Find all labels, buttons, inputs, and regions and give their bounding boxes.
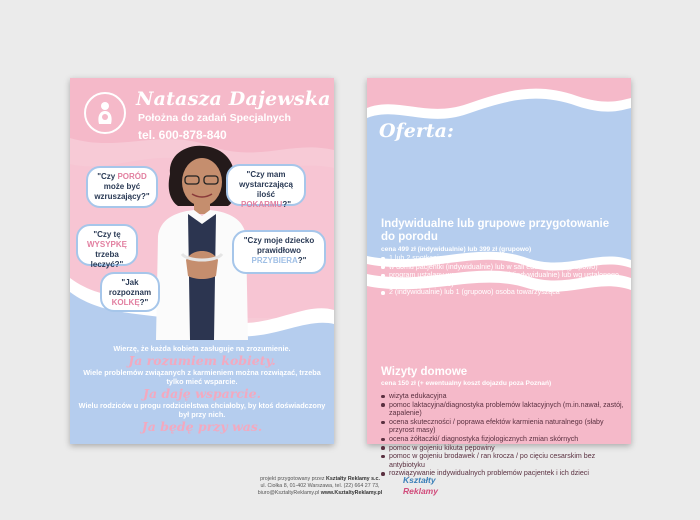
list-item: program ustalany wg potrzeb pacjentki (indywidualnie) lub wg ustalonego schematu (grupowo)	[381, 271, 625, 288]
front-script-2: Ja daję wsparcie.	[143, 386, 261, 401]
question-bubble-milk: "Czy mam wystarczającą ilość POKARMU?"	[226, 164, 306, 206]
front-text-3: Wielu rodziców u progu rodzicielstwa chciałoby, by ktoś doświadczony był przy nich.	[78, 401, 326, 419]
front-text-2: Wiele problemów związanych z karmieniem można rozwiązać, trzeba tylko mieć wsparcie.	[83, 368, 321, 386]
credit-company: Kształty Reklamy s.c.	[326, 476, 380, 482]
front-message	[76, 344, 328, 434]
list-item: pomoc laktacyjna/diagnostyka problemów laktacyjnych (m.in.nawał, zastój, zapalenie)	[381, 401, 625, 418]
section-home-visits-list	[381, 392, 625, 478]
front-script-1: Ja rozumiem kobiety.	[128, 353, 276, 368]
list-item: 1 lub 2 spotkania	[381, 254, 625, 263]
credit-website-link[interactable]: www.KsztaltyReklamy.pl	[320, 490, 383, 496]
section-home-visits-title: Wizyty domowe	[381, 366, 468, 378]
section-birth-prep-list	[381, 254, 625, 297]
kształty-reklamy-logo	[403, 475, 445, 499]
list-item: w domu pacjentki (indywidualnie) lub w sali edukacyjnej (grupowo)	[381, 263, 625, 272]
credit-email-link[interactable]: biuro@KsztaltyReklamy.pl	[257, 490, 320, 496]
credit-address: ul. Ciołka 8, 01-402 Warszawa, tel. (22) 664 27 73,	[260, 483, 380, 489]
section-home-visits-price: cena 150 zł (+ ewentualny koszt dojazdu poza Poznań)	[381, 380, 552, 387]
logo-mother-baby-icon	[84, 92, 126, 134]
question-bubble-colic: "Jak rozpoznam KOLKĘ?"	[100, 272, 160, 312]
phone-number: tel. 600-878-840	[138, 128, 227, 142]
front-text-1: Wierzę, że każda kobieta zasługuje na zrozumienie.	[113, 344, 291, 353]
list-item: ocena żółtaczki/ diagnostyka fizjologicznych zmian skórnych	[381, 435, 625, 444]
question-bubble-birth: "Czy PORÓD może być wzruszający?"	[86, 166, 158, 208]
list-item: 2 (indywidualnie) lub 1 (grupowo) osoba towarzysząca	[381, 288, 625, 297]
section-birth-prep-price: cena 499 zł (indywidualnie) lub 399 zł (grupowo)	[381, 246, 532, 253]
list-item: ocena skuteczności / poprawa efektów karmienia naturalnego (słaby przyrost masy)	[381, 418, 625, 435]
front-script-3: Ja będę przy was.	[141, 419, 263, 434]
section-birth-prep-title: Indywidualne lub grupowe przygotowanie do porodu	[381, 218, 610, 243]
midwife-name: Natasza Dajewska	[136, 88, 331, 110]
logo-text-top: Kształty	[403, 475, 436, 485]
offer-title: Oferta:	[379, 120, 454, 142]
question-bubble-rash: "Czy tę WYSYPKĘ trzeba leczyć?"	[76, 224, 138, 266]
list-item: pomoc w gojeniu brodawek / ran krocza / po cięciu cesarskim bez antybiotyku	[381, 452, 625, 469]
credit-prefix: projekt przygotowany przez	[260, 476, 327, 482]
list-item: pomoc w gojeniu kikuta pępowiny	[381, 444, 625, 453]
flyer-front	[70, 78, 334, 444]
list-item: rozwiązywanie indywidualnych problemów pacjentek i ich dzieci	[381, 469, 625, 478]
designer-credit	[0, 476, 700, 497]
question-bubble-weight: "Czy moje dziecko prawidłowo PRZYBIERA?"	[232, 230, 326, 274]
midwife-role: Położna do zadań Specjalnych	[138, 112, 291, 124]
logo-text-bottom: Reklamy	[403, 486, 438, 496]
list-item: wizyta edukacyjna	[381, 392, 625, 401]
flyer-back	[367, 78, 631, 478]
